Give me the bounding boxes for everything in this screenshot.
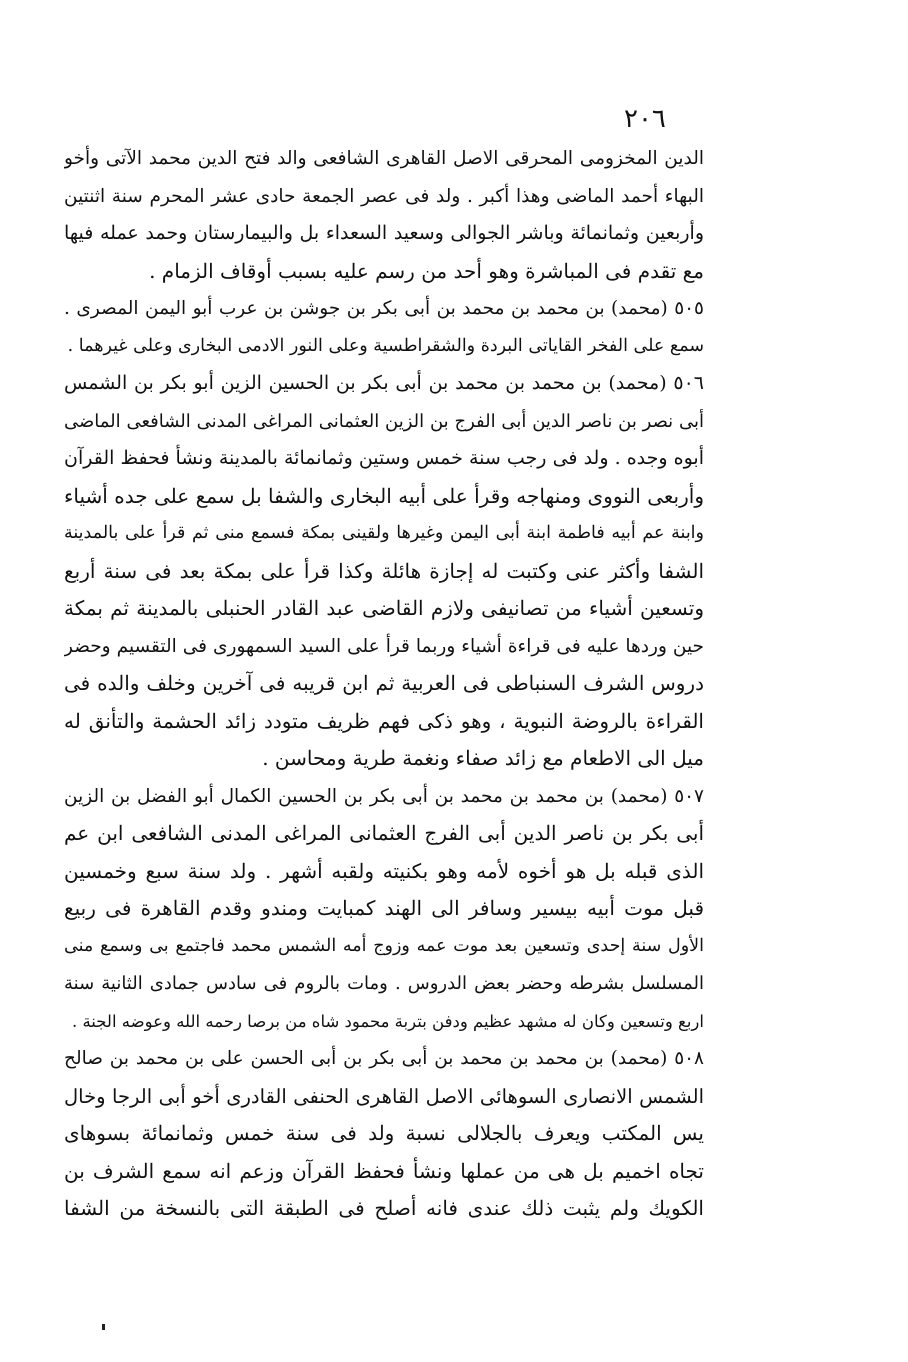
body-text [64,140,704,1228]
text-line: أبى نصر بن ناصر الدين أبى الفرج بن الزين العثمانى المراغى المدنى الشافعى الماضى [64,410,704,432]
text-line: الكويك ولم يثبت ذلك عندى فانه أصلح فى الطبقة التى بالنسخة من الشفا [64,1196,704,1220]
text-line: أبى بكر بن ناصر الدين أبى الفرج العثمانى المراغى المدنى الشافعى ابن عم [64,821,704,845]
entry-506-heading: ٥٠٦ (محمد) بن محمد بن محمد بن أبى بكر بن الحسين الزين أبو بكر بن الشمس [64,372,704,394]
entry-508-heading: ٥٠٨ (محمد) بن محمد بن محمد بن أبى بكر بن أبى الحسن على بن محمد بن صالح [64,1048,704,1069]
text-line: القراءة بالروضة النبوية ، وهو ذكى فهم ظريف متودد زائد الحشمة والتأنق له [64,708,704,733]
text-line: وابنة عم أبيه فاطمة ابنة أبى اليمن وغيرها ولقينى بمكة فسمع منى ثم قرأ على بالمدينة [64,523,704,543]
text-line: الشمس الانصارى السوهائى الاصل القاهرى الحنفى القادرى أخو أبى الرجا وخال [64,1084,704,1108]
text-line: سمع على الفخر القاياتى البردة والشقراطسية وعلى النور الادمى البخارى وعلى غيرهما . [67,335,704,356]
text-line: اربع وتسعين وكان له مشهد عظيم ودفن بتربة محمود شاه من برصا رحمه الله وعوضه الجنة . [71,1011,704,1031]
ink-mark [102,1324,105,1330]
text-line: وأربعى النووى ومنهاجه وقرأ على أبيه البخارى والشفا بل سمع على جده أشياء [64,483,704,508]
text-line: الشفا وأكثر عنى وكتبت له إجازة هائلة وكذا قرأ على بمكة بعد فى سنة أربع [64,558,704,583]
text-line: البهاء أحمد الماضى وهذا أكبر . ولد فى عصر الجمعة حادى عشر المحرم سنة اثنتين [64,185,704,207]
text-line: وتسعين أشياء من تصانيفى ولازم القاضى عبد القادر الحنبلى بالمدينة ثم بمكة [64,596,704,620]
text-line: أبوه وجده . ولد فى رجب سنة خمس وستين وثمانمائة بالمدينة ونشأ فحفظ القرآن [64,447,704,469]
text-line: دروس الشرف السنباطى فى العربية ثم ابن قريبه فى آخرين وخلف والده فى [64,671,704,695]
entry-505-heading: ٥٠٥ (محمد) بن محمد بن محمد بن أبى بكر بن جوشن بن عرب أبو اليمن المصرى . [64,298,704,319]
text-line: الدين المخزومى المحرقى الاصل القاهرى الشافعى والد فتح الدين محمد الآتى وأخو [64,148,704,169]
text-line: المسلسل بشرطه وحضر بعض الدروس . ومات بالروم فى سادس جمادى الثانية سنة [64,973,704,994]
text-line: وأربعين وثمانمائة وباشر الجوالى وسعيد السعداء بل والبيمارستان وحمد عمله فيها [64,222,704,244]
text-line: قبل موت أبيه بيسير وسافر الى الهند كمبايت ومندو وقدم القاهرة فى ربيع [64,896,704,920]
text-line: الأول سنة إحدى وتسعين بعد موت عمه وزوج أمه الشمس محمد فاجتمع بى وسمع منى [64,935,704,956]
entry-507-heading: ٥٠٧ (محمد) بن محمد بن محمد بن أبى بكر بن الحسين الكمال أبو الفضل بن الزين [64,785,704,807]
text-line: حين وردها عليه فى قراءة أشياء وربما قرأ على السيد السمهورى فى التقسيم وحضر [64,635,704,657]
text-line: ميل الى الاطعام مع زائد صفاء ونغمة طرية ومحاسن . [262,746,704,770]
page-number: ٢٠٦ [624,104,666,134]
text-line: الذى قبله بل هو أخوه لأمه وهو بكنيته ولقبه أشهر . ولد سنة سبع وخمسين [64,858,704,883]
text-line: تجاه اخميم بل هى من عملها ونشأ فحفظ القرآن وزعم انه سمع الشرف بن [64,1158,704,1183]
text-line: يس المكتب ويعرف بالجلالى نسبة ولد فى سنة خمس وثمانمائة بسوهاى [64,1121,704,1145]
text-line: مع تقدم فى المباشرة وهو أحد من رسم عليه بسبب أوقاف الزمام . [149,258,704,283]
